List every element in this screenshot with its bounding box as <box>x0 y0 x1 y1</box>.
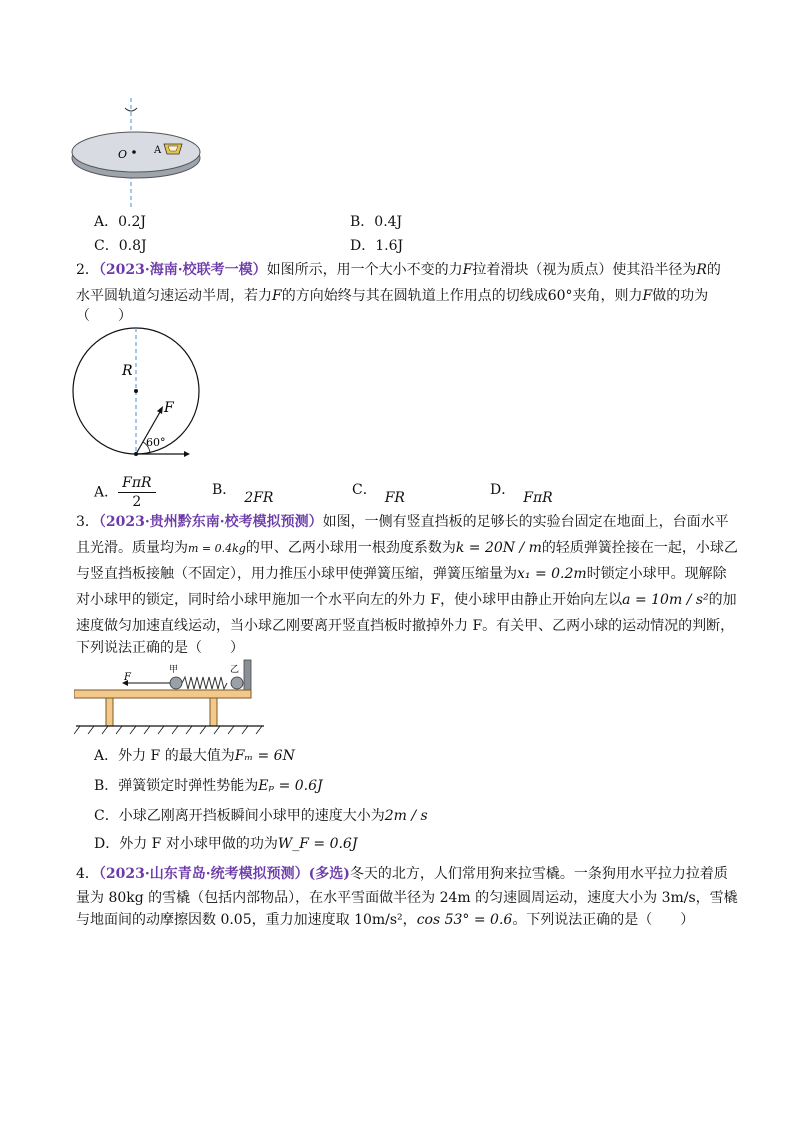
q2-line-1 <box>76 260 721 280</box>
q2-label-r: R <box>122 363 133 379</box>
q3-text: 与竖直挡板接触（不固定），用力推压小球甲使弹簧压缩，弹簧压缩量为 <box>76 566 517 582</box>
q1-label-a: A <box>154 145 162 156</box>
q4-line-3 <box>76 910 694 930</box>
q3-math-k: k = 20N / m <box>455 540 542 556</box>
q2-frac-den: 2 <box>132 494 142 510</box>
q4-number: 4． <box>76 866 99 882</box>
q3-line-3 <box>76 564 727 584</box>
q2-circle-figure <box>66 324 216 464</box>
q2-text: 水平圆轨道匀速运动半周，若力 <box>76 288 272 304</box>
q2-text: 夹角，则力 <box>572 288 643 304</box>
q4-math-cos: cos 53° = 0.6 <box>416 912 513 928</box>
q3-label-yi: 乙 <box>230 665 240 675</box>
q3-number: 3． <box>76 514 99 530</box>
q2-line-2 <box>76 286 708 306</box>
q4-text: 。下列说法正确的是（ ） <box>512 912 695 928</box>
q3-option-b <box>94 776 323 796</box>
q3-option-c <box>94 806 428 826</box>
q2-option-b-label: B． <box>212 482 237 498</box>
q4-source-tag: （2023·山东青岛·统考模拟预测）(多选) <box>98 866 350 882</box>
q2-option-b <box>212 480 274 506</box>
q3-math-mass: m = 0.4kg <box>188 542 246 555</box>
q3-option-c-value: 2m / s <box>384 808 428 824</box>
q2-text: 拉着滑块（视为质点）使其沿半径为 <box>472 262 697 278</box>
q2-option-d-value: FπR <box>523 490 553 506</box>
q3-option-a-text: A．外力 F 的最大值为 <box>94 748 235 764</box>
q1-label-o: O <box>118 148 128 161</box>
q1-option-b: B．0.4J <box>350 214 403 230</box>
q2-math-angle: 60° <box>547 288 573 304</box>
q3-line-2 <box>76 538 738 559</box>
q2-math-f: F <box>642 288 653 304</box>
q3-text: 的甲、乙两小球用一根劲度系数为 <box>245 540 456 556</box>
q3-text: 时锁定小球甲。现解除 <box>586 566 727 582</box>
q3-line-6: 下列说法正确的是（ ） <box>76 640 244 656</box>
q2-line-3: （ ） <box>76 308 132 324</box>
q3-option-d-value: W_F = 0.6J <box>277 836 358 852</box>
q4-text: 与地面间的动摩擦因数 0.05，重力加速度取 10m/s²， <box>76 912 417 928</box>
q2-option-a-fraction <box>118 474 155 511</box>
q3-label-f: F <box>124 672 131 683</box>
q3-option-c-text: C．小球乙刚离开挡板瞬间小球甲的速度大小为 <box>94 808 385 824</box>
q3-option-d-text: D．外力 F 对小球甲做的功为 <box>94 836 278 852</box>
q3-math-x1: x₁ = 0.2m <box>517 566 587 582</box>
q4-text: 冬天的北方，人们常用狗来拉雪橇。一条狗用水平拉力拉着质 <box>349 866 728 882</box>
q3-option-b-value: Eₚ = 0.6J <box>258 778 323 794</box>
q4-line-2: 量为 80kg 的雪橇（包括内部物品），在水平雪面做半径为 24m 的匀速圆周运动，速度大小为 3m/s，雪橇 <box>76 890 738 906</box>
q3-option-d <box>94 834 357 854</box>
q1-option-a: A．0.2J <box>94 214 146 230</box>
q2-label-f: F <box>164 400 174 416</box>
q2-option-d-label: D． <box>490 482 516 498</box>
q2-text: 做的功为 <box>652 288 709 304</box>
q2-number: 2． <box>76 262 99 278</box>
q3-text: 的加 <box>708 592 737 608</box>
q2-option-b-value: 2FR <box>244 490 274 506</box>
q3-math-acc: a = 10m / s² <box>622 592 709 608</box>
q2-text: 的 <box>706 262 721 278</box>
q2-text: 的方向始终与其在圆轨道上作用点的切线成 <box>281 288 548 304</box>
q3-option-a-value: Fₘ = 6N <box>234 748 295 764</box>
q2-option-c-value: FR <box>384 490 405 506</box>
q2-option-a <box>94 474 156 511</box>
q3-label-jia: 甲 <box>169 665 179 675</box>
q2-label-angle: 60° <box>146 436 166 449</box>
q2-text: 如图所示，用一个大小不变的力 <box>266 262 463 278</box>
q3-line-4 <box>76 590 737 610</box>
q2-math-f: F <box>462 262 473 278</box>
q2-option-c-label: C． <box>352 482 377 498</box>
q3-text: 如图，一侧有竖直挡板的足够长的实验台固定在地面上，台面水平 <box>322 514 729 530</box>
q3-line-5: 速度做匀加速直线运动，当小球乙刚要离开竖直挡板时撤掉外力 F。有关甲、乙两小球的运动情况的判断， <box>76 618 735 634</box>
q4-line-1 <box>76 864 728 884</box>
q2-option-d <box>490 480 553 506</box>
q2-frac-num: FπR <box>118 474 155 493</box>
q2-option-c <box>352 480 405 506</box>
q3-text: 对小球甲的锁定，同时给小球甲施加一个水平向左的外力 F，使小球甲由静止开始向左以 <box>76 592 623 608</box>
q1-option-d: D．1.6J <box>350 238 404 254</box>
q2-math-f: F <box>272 288 282 304</box>
q1-option-c: C．0.8J <box>94 238 147 254</box>
q3-source-tag: （2023·贵州黔东南·校考模拟预测） <box>98 514 323 530</box>
q3-option-a <box>94 746 295 766</box>
q2-option-a-label: A． <box>94 484 119 501</box>
q3-spring-figure <box>74 658 274 738</box>
q3-option-b-text: B．弹簧锁定时弹性势能为 <box>94 778 259 794</box>
q2-math-r: R <box>696 262 707 278</box>
q3-text: 的轻质弹簧拴接在一起，小球乙 <box>541 540 738 556</box>
q2-source-tag: （2023·海南·校联考一模） <box>98 262 267 278</box>
q3-line-1 <box>76 512 729 532</box>
q3-text: 且光滑。质量均为 <box>76 540 188 556</box>
q1-disc-figure <box>60 90 220 210</box>
